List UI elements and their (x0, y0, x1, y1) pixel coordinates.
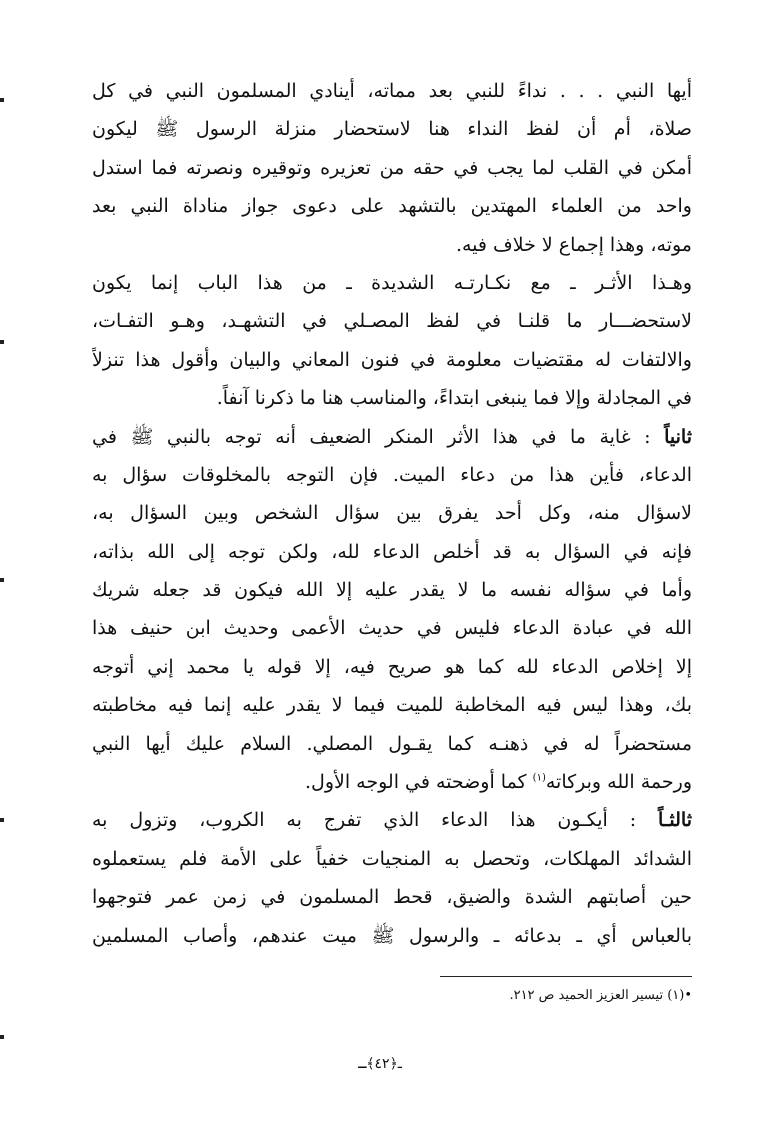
text-line (92, 379, 692, 417)
page-number: ـ﴿٤٢﴾ـ (358, 1056, 402, 1072)
text-line (92, 609, 692, 647)
line-text: وهـذا الأثـر ـ مع نكـارتـه الشديدة ـ من هذا الباب إنما يكون (92, 271, 692, 294)
text-line (92, 494, 692, 532)
text-line (92, 878, 692, 916)
line-text: الشدائد المهلكات، وتحصل به المنجيات خفياً على الأمة فلم يستعملوه (92, 847, 692, 870)
line-text: أيها النبي . . . نداءً للنبي بعد مماته، أينادي المسلمون النبي في كل (92, 80, 692, 102)
text-line (92, 725, 692, 763)
text-line (92, 110, 692, 148)
line-text: : غاية ما في هذا الأثر المنكر الضعيف أنه توجه بالنبي ﷺ في (92, 425, 665, 448)
line-text: صلاة، أم أن لفظ النداء هنا لاستحضار منزلة الرسول ﷺ ليكون (92, 118, 692, 141)
text-line (92, 72, 692, 110)
line-text: إلا إخلاص الدعاء لله كما هو صريح فيه، إلا قوله يا محمد إني أتوجه (92, 655, 692, 678)
line-text: : أيكـون هذا الدعاء الذي تفرج به الكروب، وتزول به (92, 809, 659, 832)
line-text-tail: كما أوضحته في الوجه الأول. (304, 771, 533, 794)
line-text: في المجادلة وإلا فما ينبغى ابتداءً، والمناسب هنا ما ذكرنا آنفاً. (216, 387, 692, 410)
text-line (92, 341, 692, 379)
line-text: بك، وهذا ليس فيه المخاطبة للميت فيما لا يقدر عليه إنما فيه مخاطبته (92, 694, 692, 717)
scan-edge-mark (0, 98, 4, 102)
scan-edge-mark (0, 1035, 4, 1039)
text-line (92, 917, 692, 955)
line-text: موته، وهذا إجماع لا خلاف فيه. (455, 233, 692, 256)
text-line (92, 418, 692, 456)
section-lead: ثالثـاً (658, 809, 692, 832)
text-line (92, 149, 692, 187)
scan-edge-mark (0, 818, 4, 822)
scan-edge-mark (0, 340, 4, 344)
text-line (92, 801, 692, 839)
text-line (92, 686, 692, 724)
line-text: والالتفات له مقتضيات معلومة في فنون المعاني والبيان وأقول هذا تنزلاً (92, 348, 692, 371)
section-lead: ثانياً (664, 425, 692, 448)
line-text: وأما في سؤاله نفسه ما لا يقدر عليه إلا الله فيكون قد جعله شريك (92, 579, 692, 602)
text-line (92, 302, 692, 340)
footnote-marker: (١) (532, 772, 546, 784)
footnote-divider (440, 976, 692, 977)
line-text: أمكن في القلب لما يجب في حقه من تعزيره وتوقيره ونصرته فما استدل (92, 156, 692, 179)
line-text: مستحضراً له في ذهنـه كما يقـول المصلي. السلام عليك أيها النبي (92, 732, 692, 755)
line-text: بالعباس أي ـ بدعائه ـ والرسول ﷺ ميت عندهم، وأصاب المسلمين (92, 924, 692, 947)
footnote: •(١) تيسير العزيز الحميد ص ٢١٢. (509, 988, 692, 1003)
text-line (92, 226, 692, 264)
text-line (92, 840, 692, 878)
scan-edge-mark (0, 578, 4, 582)
line-text: لاستحضـــار ما قلنـا في لفظ المصـلي في التشهـد، وهـو التفـات، (92, 310, 692, 333)
text-line (92, 533, 692, 571)
body-text (92, 72, 692, 955)
line-text: ورحمة الله وبركاته (545, 771, 692, 794)
line-text: الدعاء، فأين هذا من دعاء الميت. فإن التوجه بالمخلوقات سؤال به (92, 463, 692, 486)
text-line (92, 187, 692, 225)
text-line (92, 456, 692, 494)
line-text: فإنه في السؤال به قد أخلص الدعاء لله، ولكن توجه إلى الله بذاته، (92, 540, 692, 563)
line-text: الله في عبادة الدعاء فليس في حديث الأعمى وحديث ابن حنيف هذا (92, 617, 692, 640)
text-line (92, 264, 692, 302)
text-line (92, 571, 692, 609)
line-text: واحد من العلماء المهتدين بالتشهد على دعوى جواز مناداة النبي بعد (92, 195, 692, 218)
line-text: حين أصابتهم الشدة والضيق، قحط المسلمون في زمن عمر فتوجهوا (92, 886, 692, 909)
line-text: لاسؤال منه، وكل أحد يفرق بين سؤال الشخص وبين السؤال به، (92, 502, 692, 525)
text-line (92, 648, 692, 686)
text-line (92, 763, 692, 801)
